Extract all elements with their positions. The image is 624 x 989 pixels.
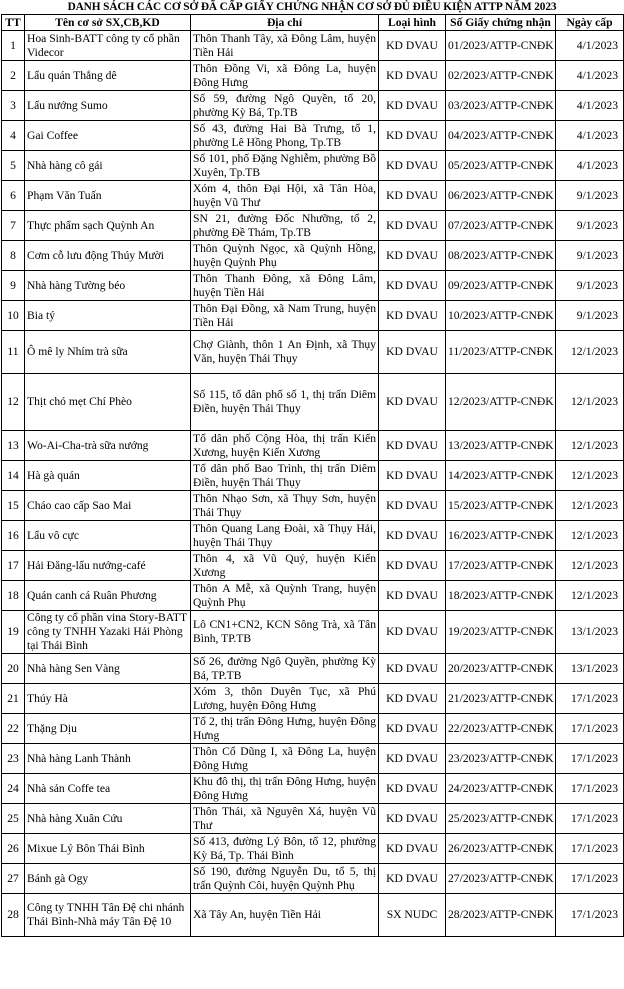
issue-date: 12/1/2023 (556, 374, 624, 431)
business-type: KD DVAU (379, 211, 446, 241)
facility-name: Nhà hàng Sen Vàng (25, 654, 191, 684)
table-row (2, 431, 624, 461)
facility-name: Ô mê ly Nhím trà sữa (25, 331, 191, 374)
certificate-number: 01/2023/ATTP-CNĐK (446, 31, 556, 61)
table-header-row (2, 15, 624, 31)
issue-date: 9/1/2023 (556, 301, 624, 331)
business-type: KD DVAU (379, 611, 446, 654)
table-row (2, 744, 624, 774)
certificate-number: 11/2023/ATTP-CNĐK (446, 331, 556, 374)
row-number: 23 (2, 744, 25, 774)
business-type: KD DVAU (379, 461, 446, 491)
facility-address: Tổ dân phố Cộng Hòa, thị trấn Kiến Xương, huyện Kiến Xương (191, 431, 379, 461)
facility-name: Mixue Lý Bôn Thái Bình (25, 834, 191, 864)
business-type: KD DVAU (379, 31, 446, 61)
facility-name: Thúy Hà (25, 684, 191, 714)
row-number: 19 (2, 611, 25, 654)
row-number: 16 (2, 521, 25, 551)
business-type: KD DVAU (379, 684, 446, 714)
issue-date: 17/1/2023 (556, 834, 624, 864)
business-type: KD DVAU (379, 151, 446, 181)
issue-date: 9/1/2023 (556, 271, 624, 301)
row-number: 12 (2, 374, 25, 431)
certificate-number: 26/2023/ATTP-CNĐK (446, 834, 556, 864)
facility-name: Lẩu quán Thắng dê (25, 61, 191, 91)
certificate-number: 16/2023/ATTP-CNĐK (446, 521, 556, 551)
table-row (2, 211, 624, 241)
facility-name: Wo-Ai-Cha-trà sữa nướng (25, 431, 191, 461)
table-row (2, 894, 624, 937)
certificate-number: 19/2023/ATTP-CNĐK (446, 611, 556, 654)
business-type: KD DVAU (379, 491, 446, 521)
issue-date: 9/1/2023 (556, 181, 624, 211)
issue-date: 4/1/2023 (556, 151, 624, 181)
facility-address: Số 413, đường Lý Bôn, tổ 12, phường Kỳ Bá, Tp. Thái Bình (191, 834, 379, 864)
certificate-number: 20/2023/ATTP-CNĐK (446, 654, 556, 684)
issue-date: 17/1/2023 (556, 744, 624, 774)
facility-address: Số 101, phố Đặng Nghiễm, phường Bồ Xuyên, Tp.TB (191, 151, 379, 181)
issue-date: 12/1/2023 (556, 521, 624, 551)
row-number: 15 (2, 491, 25, 521)
issue-date: 12/1/2023 (556, 331, 624, 374)
certificate-number: 12/2023/ATTP-CNĐK (446, 374, 556, 431)
facility-address: Thôn Quỳnh Ngọc, xã Quỳnh Hồng, huyện Quỳnh Phụ (191, 241, 379, 271)
certificate-number: 27/2023/ATTP-CNĐK (446, 864, 556, 894)
certificate-number: 23/2023/ATTP-CNĐK (446, 744, 556, 774)
facility-name: Nhà hàng cô gái (25, 151, 191, 181)
issue-date: 12/1/2023 (556, 581, 624, 611)
table-row (2, 31, 624, 61)
facility-address: Số 26, đường Ngô Quyền, phường Kỳ Bá, TP.TB (191, 654, 379, 684)
table-row (2, 551, 624, 581)
facility-address: Thôn Quang Lang Đoài, xã Thụy Hải, huyện Thái Thụy (191, 521, 379, 551)
issue-date: 9/1/2023 (556, 211, 624, 241)
row-number: 10 (2, 301, 25, 331)
row-number: 1 (2, 31, 25, 61)
issue-date: 9/1/2023 (556, 241, 624, 271)
table-row (2, 121, 624, 151)
table-row (2, 714, 624, 744)
row-number: 2 (2, 61, 25, 91)
business-type: KD DVAU (379, 654, 446, 684)
issue-date: 17/1/2023 (556, 684, 624, 714)
facility-name: Gai Coffee (25, 121, 191, 151)
facility-address: Số 59, đường Ngô Quyền, tổ 20, phường Kỳ Bá, Tp.TB (191, 91, 379, 121)
row-number: 26 (2, 834, 25, 864)
row-number: 3 (2, 91, 25, 121)
business-type: KD DVAU (379, 804, 446, 834)
business-type: KD DVAU (379, 581, 446, 611)
header-type: Loại hình (379, 15, 446, 31)
table-row (2, 151, 624, 181)
table-row (2, 521, 624, 551)
row-number: 18 (2, 581, 25, 611)
table-row (2, 271, 624, 301)
issue-date: 12/1/2023 (556, 431, 624, 461)
facility-address: Thôn Đồng Vi, xã Đông La, huyện Đông Hưng (191, 61, 379, 91)
facility-name: Nhà hàng Xuân Cứu (25, 804, 191, 834)
row-number: 14 (2, 461, 25, 491)
row-number: 20 (2, 654, 25, 684)
facility-name: Hải Đăng-lẩu nướng-café (25, 551, 191, 581)
row-number: 13 (2, 431, 25, 461)
table-row (2, 331, 624, 374)
issue-date: 17/1/2023 (556, 714, 624, 744)
business-type: KD DVAU (379, 774, 446, 804)
facility-address: Số 190, đường Nguyễn Du, tổ 5, thị trấn Quỳnh Côi, huyện Quỳnh Phụ (191, 864, 379, 894)
facility-address: Xã Tây An, huyện Tiền Hải (191, 894, 379, 937)
certificate-number: 22/2023/ATTP-CNĐK (446, 714, 556, 744)
issue-date: 12/1/2023 (556, 551, 624, 581)
facility-name: Lẩu nướng Sumo (25, 91, 191, 121)
table-row (2, 611, 624, 654)
business-type: KD DVAU (379, 864, 446, 894)
document-title: DANH SÁCH CÁC CƠ SỞ ĐÃ CẤP GIẤY CHỨNG NHẬN CƠ SỞ ĐỦ ĐIỀU KIỆN ATTP NĂM 2023 (67, 1, 557, 13)
business-type: KD DVAU (379, 714, 446, 744)
row-number: 9 (2, 271, 25, 301)
business-type: KD DVAU (379, 744, 446, 774)
business-type: KD DVAU (379, 181, 446, 211)
facility-address: Thôn Nhạo Sơn, xã Thụy Sơn, huyện Thái Thụy (191, 491, 379, 521)
table-row (2, 374, 624, 431)
facility-address: Thôn 4, xã Vũ Quý, huyện Kiến Xương (191, 551, 379, 581)
business-type: KD DVAU (379, 431, 446, 461)
facility-address: Chợ Giành, thôn 1 An Định, xã Thụy Văn, huyện Thái Thụy (191, 331, 379, 374)
row-number: 8 (2, 241, 25, 271)
facility-name: Bánh gà Ogy (25, 864, 191, 894)
issue-date: 4/1/2023 (556, 31, 624, 61)
business-type: KD DVAU (379, 301, 446, 331)
row-number: 17 (2, 551, 25, 581)
issue-date: 17/1/2023 (556, 864, 624, 894)
certificate-number: 24/2023/ATTP-CNĐK (446, 774, 556, 804)
issue-date: 17/1/2023 (556, 804, 624, 834)
table-row (2, 804, 624, 834)
issue-date: 13/1/2023 (556, 654, 624, 684)
certificate-table (1, 14, 624, 937)
issue-date: 4/1/2023 (556, 121, 624, 151)
facility-address: Khu đô thị, thị trấn Đông Hưng, huyện Đông Hưng (191, 774, 379, 804)
table-row (2, 864, 624, 894)
certificate-number: 04/2023/ATTP-CNĐK (446, 121, 556, 151)
certificate-number: 14/2023/ATTP-CNĐK (446, 461, 556, 491)
facility-name: Thặng Dịu (25, 714, 191, 744)
table-row (2, 834, 624, 864)
business-type: SX NUDC (379, 894, 446, 937)
facility-name: Lẩu vô cực (25, 521, 191, 551)
issue-date: 4/1/2023 (556, 61, 624, 91)
issue-date: 17/1/2023 (556, 894, 624, 937)
facility-name: Nhà hàng Tường béo (25, 271, 191, 301)
facility-name: Hoa Sinh-BATT công ty cổ phần Videcor (25, 31, 191, 61)
table-row (2, 491, 624, 521)
facility-name: Nhà sản Coffe tea (25, 774, 191, 804)
row-number: 6 (2, 181, 25, 211)
table-row (2, 91, 624, 121)
business-type: KD DVAU (379, 374, 446, 431)
facility-address: Thôn Thanh Tây, xã Đông Lâm, huyện Tiền Hải (191, 31, 379, 61)
issue-date: 17/1/2023 (556, 774, 624, 804)
certificate-number: 10/2023/ATTP-CNĐK (446, 301, 556, 331)
issue-date: 12/1/2023 (556, 461, 624, 491)
business-type: KD DVAU (379, 271, 446, 301)
header-name: Tên cơ sở SX,CB,KD (25, 15, 191, 31)
header-tt: TT (2, 15, 25, 31)
table-row (2, 301, 624, 331)
facility-address: Thôn Cổ Dũng I, xã Đông La, huyện Đông Hưng (191, 744, 379, 774)
facility-address: Xóm 4, thôn Đại Hội, xã Tân Hòa, huyện Vũ Thư (191, 181, 379, 211)
business-type: KD DVAU (379, 241, 446, 271)
certificate-number: 03/2023/ATTP-CNĐK (446, 91, 556, 121)
facility-address: Thôn Thái, xã Nguyên Xá, huyện Vũ Thư (191, 804, 379, 834)
facility-address: SN 21, đường Đốc Nhưỡng, tổ 2, phường Đề Thám, Tp.TB (191, 211, 379, 241)
business-type: KD DVAU (379, 121, 446, 151)
row-number: 4 (2, 121, 25, 151)
facility-address: Thôn Thanh Đông, xã Đông Lâm, huyện Tiền Hải (191, 271, 379, 301)
issue-date: 4/1/2023 (556, 91, 624, 121)
table-row (2, 581, 624, 611)
facility-address: Số 115, tổ dân phố số 1, thị trấn Diêm Điền, huyện Thái Thụy (191, 374, 379, 431)
facility-address: Tổ dân phố Bao Trình, thị trấn Diêm Điền, huyện Thái Thụy (191, 461, 379, 491)
row-number: 24 (2, 774, 25, 804)
certificate-number: 21/2023/ATTP-CNĐK (446, 684, 556, 714)
certificate-number: 28/2023/ATTP-CNĐK (446, 894, 556, 937)
row-number: 5 (2, 151, 25, 181)
row-number: 27 (2, 864, 25, 894)
facility-name: Thực phẩm sạch Quỳnh An (25, 211, 191, 241)
certificate-number: 17/2023/ATTP-CNĐK (446, 551, 556, 581)
table-row (2, 654, 624, 684)
facility-name: Cháo cao cấp Sao Mai (25, 491, 191, 521)
facility-address: Thôn A Mễ, xã Quỳnh Trang, huyện Quỳnh Phụ (191, 581, 379, 611)
row-number: 11 (2, 331, 25, 374)
business-type: KD DVAU (379, 61, 446, 91)
issue-date: 12/1/2023 (556, 491, 624, 521)
business-type: KD DVAU (379, 834, 446, 864)
facility-address: Lô CN1+CN2, KCN Sông Trà, xã Tân Bình, TP.TB (191, 611, 379, 654)
issue-date: 13/1/2023 (556, 611, 624, 654)
business-type: KD DVAU (379, 331, 446, 374)
certificate-number: 06/2023/ATTP-CNĐK (446, 181, 556, 211)
table-row (2, 181, 624, 211)
header-address: Địa chỉ (191, 15, 379, 31)
table-row (2, 461, 624, 491)
row-number: 22 (2, 714, 25, 744)
header-date: Ngày cấp (556, 15, 624, 31)
facility-name: Công ty cổ phần vina Story-BATT công ty TNHH Yazaki Hải Phòng tại Thái Bình (25, 611, 191, 654)
row-number: 21 (2, 684, 25, 714)
table-row (2, 61, 624, 91)
certificate-number: 02/2023/ATTP-CNĐK (446, 61, 556, 91)
table-row (2, 241, 624, 271)
certificate-number: 25/2023/ATTP-CNĐK (446, 804, 556, 834)
row-number: 25 (2, 804, 25, 834)
facility-name: Quán canh cá Ruân Phương (25, 581, 191, 611)
business-type: KD DVAU (379, 91, 446, 121)
certificate-number: 05/2023/ATTP-CNĐK (446, 151, 556, 181)
table-row (2, 774, 624, 804)
certificate-number: 08/2023/ATTP-CNĐK (446, 241, 556, 271)
row-number: 28 (2, 894, 25, 937)
facility-address: Số 43, đường Hai Bà Trưng, tổ 1, phường Lê Hồng Phong, Tp.TB (191, 121, 379, 151)
facility-name: Cơm cỗ lưu động Thúy Mười (25, 241, 191, 271)
header-cert: Số Giấy chứng nhận (446, 15, 556, 31)
row-number: 7 (2, 211, 25, 241)
certificate-number: 09/2023/ATTP-CNĐK (446, 271, 556, 301)
facility-name: Phạm Văn Tuấn (25, 181, 191, 211)
business-type: KD DVAU (379, 521, 446, 551)
facility-name: Hà gà quán (25, 461, 191, 491)
table-row (2, 684, 624, 714)
certificate-number: 13/2023/ATTP-CNĐK (446, 431, 556, 461)
facility-address: Tổ 2, thị trấn Đông Hưng, huyện Đông Hưng (191, 714, 379, 744)
facility-name: Công ty TNHH Tân Đệ chi nhánh Thái Bình-Nhà máy Tân Đệ 10 (25, 894, 191, 937)
certificate-number: 07/2023/ATTP-CNĐK (446, 211, 556, 241)
facility-address: Xóm 3, thôn Duyên Tục, xã Phú Lương, huyện Đông Hưng (191, 684, 379, 714)
facility-address: Thôn Đại Đồng, xã Nam Trung, huyện Tiền Hải (191, 301, 379, 331)
certificate-number: 15/2023/ATTP-CNĐK (446, 491, 556, 521)
certificate-number: 18/2023/ATTP-CNĐK (446, 581, 556, 611)
facility-name: Bia tý (25, 301, 191, 331)
facility-name: Thịt chó mẹt Chí Phèo (25, 374, 191, 431)
business-type: KD DVAU (379, 551, 446, 581)
facility-name: Nhà hàng Lanh Thành (25, 744, 191, 774)
